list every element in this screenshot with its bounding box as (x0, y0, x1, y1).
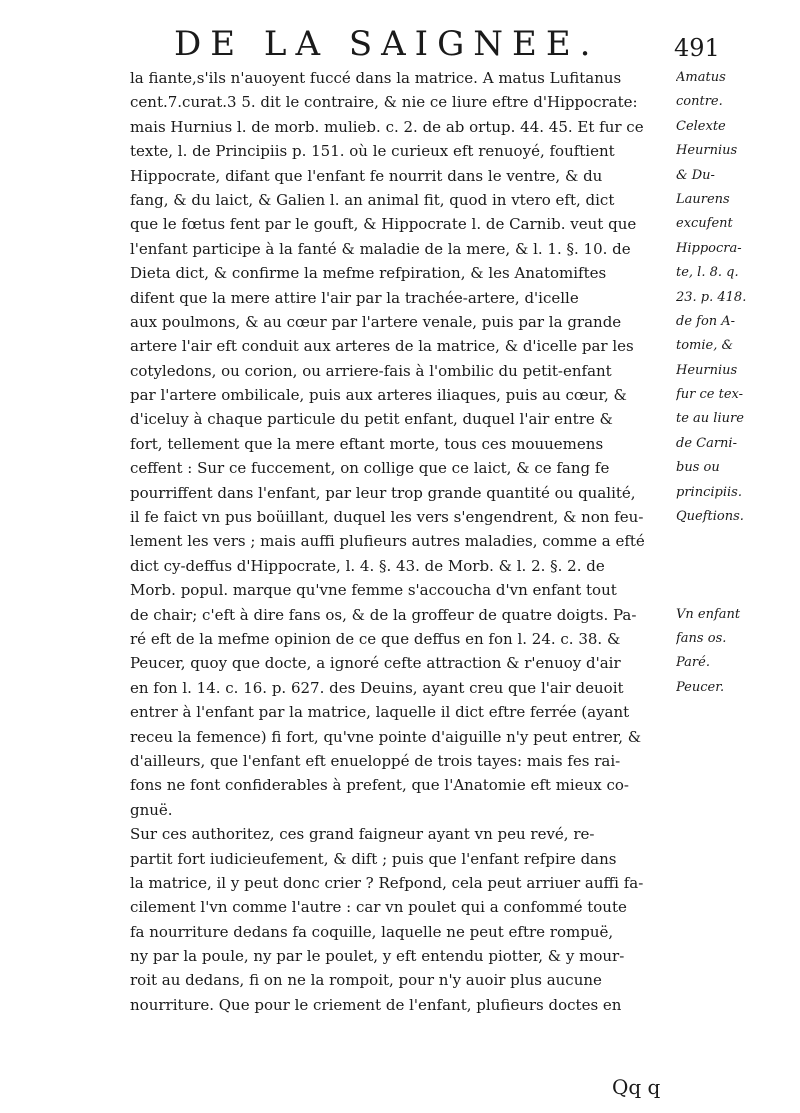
text-line: Peucer, quoy que docte, a ignoré cefte attraction & r'enuoy d'air (130, 654, 621, 673)
margin-note: fur ce tex- (676, 387, 744, 403)
margin-spacer (676, 554, 786, 578)
margin-note: de Carni- (676, 435, 737, 451)
text-line: en fon l. 14. c. 16. p. 627. des Deuins, ayant creu que l'air deuoit (130, 678, 624, 697)
text-line: ré eft de la mefme opinion de ce que deffus en fon l. 24. c. 38. & (130, 629, 621, 648)
text-line: la matrice, il y peut donc crier ? Refpond, cela peut arriuer auffi fa- (130, 873, 644, 892)
text-line: cent.7.curat.3 5. dit le contraire, & nie ce liure eftre d'Hippocrate: (130, 93, 638, 112)
text-line: texte, l. de Principiis p. 151. où le curieux eft renuoyé, fouftient (130, 142, 615, 161)
text-line: ceffent : Sur ce fuccement, on collige que ce laict, & ce fang fe (130, 459, 610, 478)
margin-note: Paré. (676, 655, 710, 671)
marginal-notes (676, 66, 786, 700)
margin-note: contre. (676, 94, 723, 110)
text-line: gnuë. (130, 800, 173, 819)
margin-note: Hippocra- (676, 240, 742, 256)
text-line: Dieta dict, & confirme la mefme refpiration, & les Anatomiftes (130, 264, 607, 283)
text-line: cilement l'vn comme l'autre : car vn poulet qui a confommé toute (130, 898, 627, 917)
text-line: la fiante,s'ils n'auoyent fuccé dans la matrice. A matus Lufitanus (130, 69, 622, 87)
margin-note: Queftions. (676, 509, 744, 525)
margin-note: excufent (676, 216, 733, 232)
margin-note: te au liure (676, 411, 744, 427)
text-line: l'enfant participe à la fanté & maladie de la mere, & l. 1. §. 10. de (130, 239, 631, 258)
margin-note: tomie, & (676, 338, 734, 354)
text-line: partit fort iudicieufement, & dift ; puis que l'enfant refpire dans (130, 849, 617, 868)
text-line: Hippocrate, difant que l'enfant fe nourrit dans le ventre, & du (130, 166, 603, 185)
text-line: aux poulmons, & au cœur par l'artere venale, puis par la grande (130, 312, 622, 331)
text-line: entrer à l'enfant par la matrice, laquelle il dict eftre ferrée (ayant (130, 703, 630, 722)
text-line: fons ne font confiderables à prefent, que l'Anatomie eft mieux co- (130, 776, 629, 795)
margin-note: principiis. (676, 484, 742, 500)
page-header (174, 20, 734, 72)
margin-note: de fon A- (676, 313, 736, 329)
text-line: dict cy-deffus d'Hippocrate, l. 4. §. 43. de Morb. & l. 2. §. 2. de (130, 556, 605, 575)
margin-note: 23. p. 418. (676, 289, 747, 305)
margin-note: fans os. (676, 630, 727, 646)
text-line: roit au dedans, fi on ne la rompoit, pour n'y auoir plus aucune (130, 971, 602, 990)
main-text-block (130, 66, 668, 1017)
margin-note: Vn enfant (676, 606, 741, 622)
margin-note: Amatus (676, 70, 726, 85)
text-line: que le fœtus fent par le gouft, & Hippocrate l. de Carnib. veut que (130, 215, 637, 234)
text-line: artere l'air eft conduit aux arteres de la matrice, & d'icelle par les (130, 337, 634, 356)
margin-note: Peucer. (676, 679, 725, 695)
text-line: nourriture. Que pour le criement de l'enfant, plufieurs doctes en (130, 995, 622, 1014)
margin-spacer (676, 529, 786, 553)
margin-spacer (676, 578, 786, 602)
text-line: Morb. popul. marque qu'vne femme s'accoucha d'vn enfant tout (130, 581, 617, 600)
text-line: il fe faict vn pus boüillant, duquel les vers s'engendrent, & non feu- (130, 508, 644, 527)
margin-note: & Du- (676, 167, 715, 183)
text-line: de chair; c'eft à dire fans os, & de la groffeur de quatre doigts. Pa- (130, 605, 637, 624)
margin-note: Heurnius (676, 362, 738, 378)
text-line: par l'artere ombilicale, puis aux arteres iliaques, puis au cœur, & (130, 386, 627, 405)
text-line: pourriffent dans l'enfant, par leur trop grande quantité ou qualité, (130, 483, 636, 502)
page-number: 491 (674, 34, 720, 62)
margin-note: Heurnius (676, 143, 738, 159)
text-line: lement les vers ; mais auffi plufieurs autres maladies, comme a efté (130, 532, 645, 551)
margin-note: te, l. 8. q. (676, 265, 739, 281)
text-line: ny par la poule, ny par le poulet, y eft entendu piotter, & y mour- (130, 947, 625, 966)
text-line: receu la femence) fi fort, qu'vne pointe d'aiguille n'y peut entrer, & (130, 727, 642, 746)
margin-note: Laurens (676, 191, 730, 207)
text-line: fang, & du laict, & Galien l. an animal fit, quod in vtero eft, dict (130, 190, 615, 209)
text-line: cotyledons, ou corion, ou arriere-fais à l'ombilic du petit-enfant (130, 361, 612, 380)
text-line: d'iceluy à chaque particule du petit enfant, duquel l'air entre & (130, 410, 613, 429)
text-line: mais Hurnius l. de morb. mulieb. c. 2. de ab ortup. 44. 45. Et fur ce (130, 117, 644, 136)
text-line: d'ailleurs, que l'enfant eft enueloppé de trois tayes: mais fes rai- (130, 751, 621, 770)
signature-mark: Qq q (612, 1075, 661, 1099)
text-line: fort, tellement que la mere eftant morte, tous ces mouuemens (130, 434, 604, 453)
text-line: fa nourriture dedans fa coquille, laquelle ne peut eftre rompuë, (130, 922, 614, 941)
text-line: difent que la mere attire l'air par la trachée-artere, d'icelle (130, 288, 579, 307)
margin-note: bus ou (676, 460, 720, 476)
margin-note: Celexte (676, 118, 726, 134)
text-line: Sur ces authoritez, ces grand faigneur ayant vn peu revé, re- (130, 825, 595, 844)
running-head: DE LA SAIGNEE. (174, 24, 600, 64)
